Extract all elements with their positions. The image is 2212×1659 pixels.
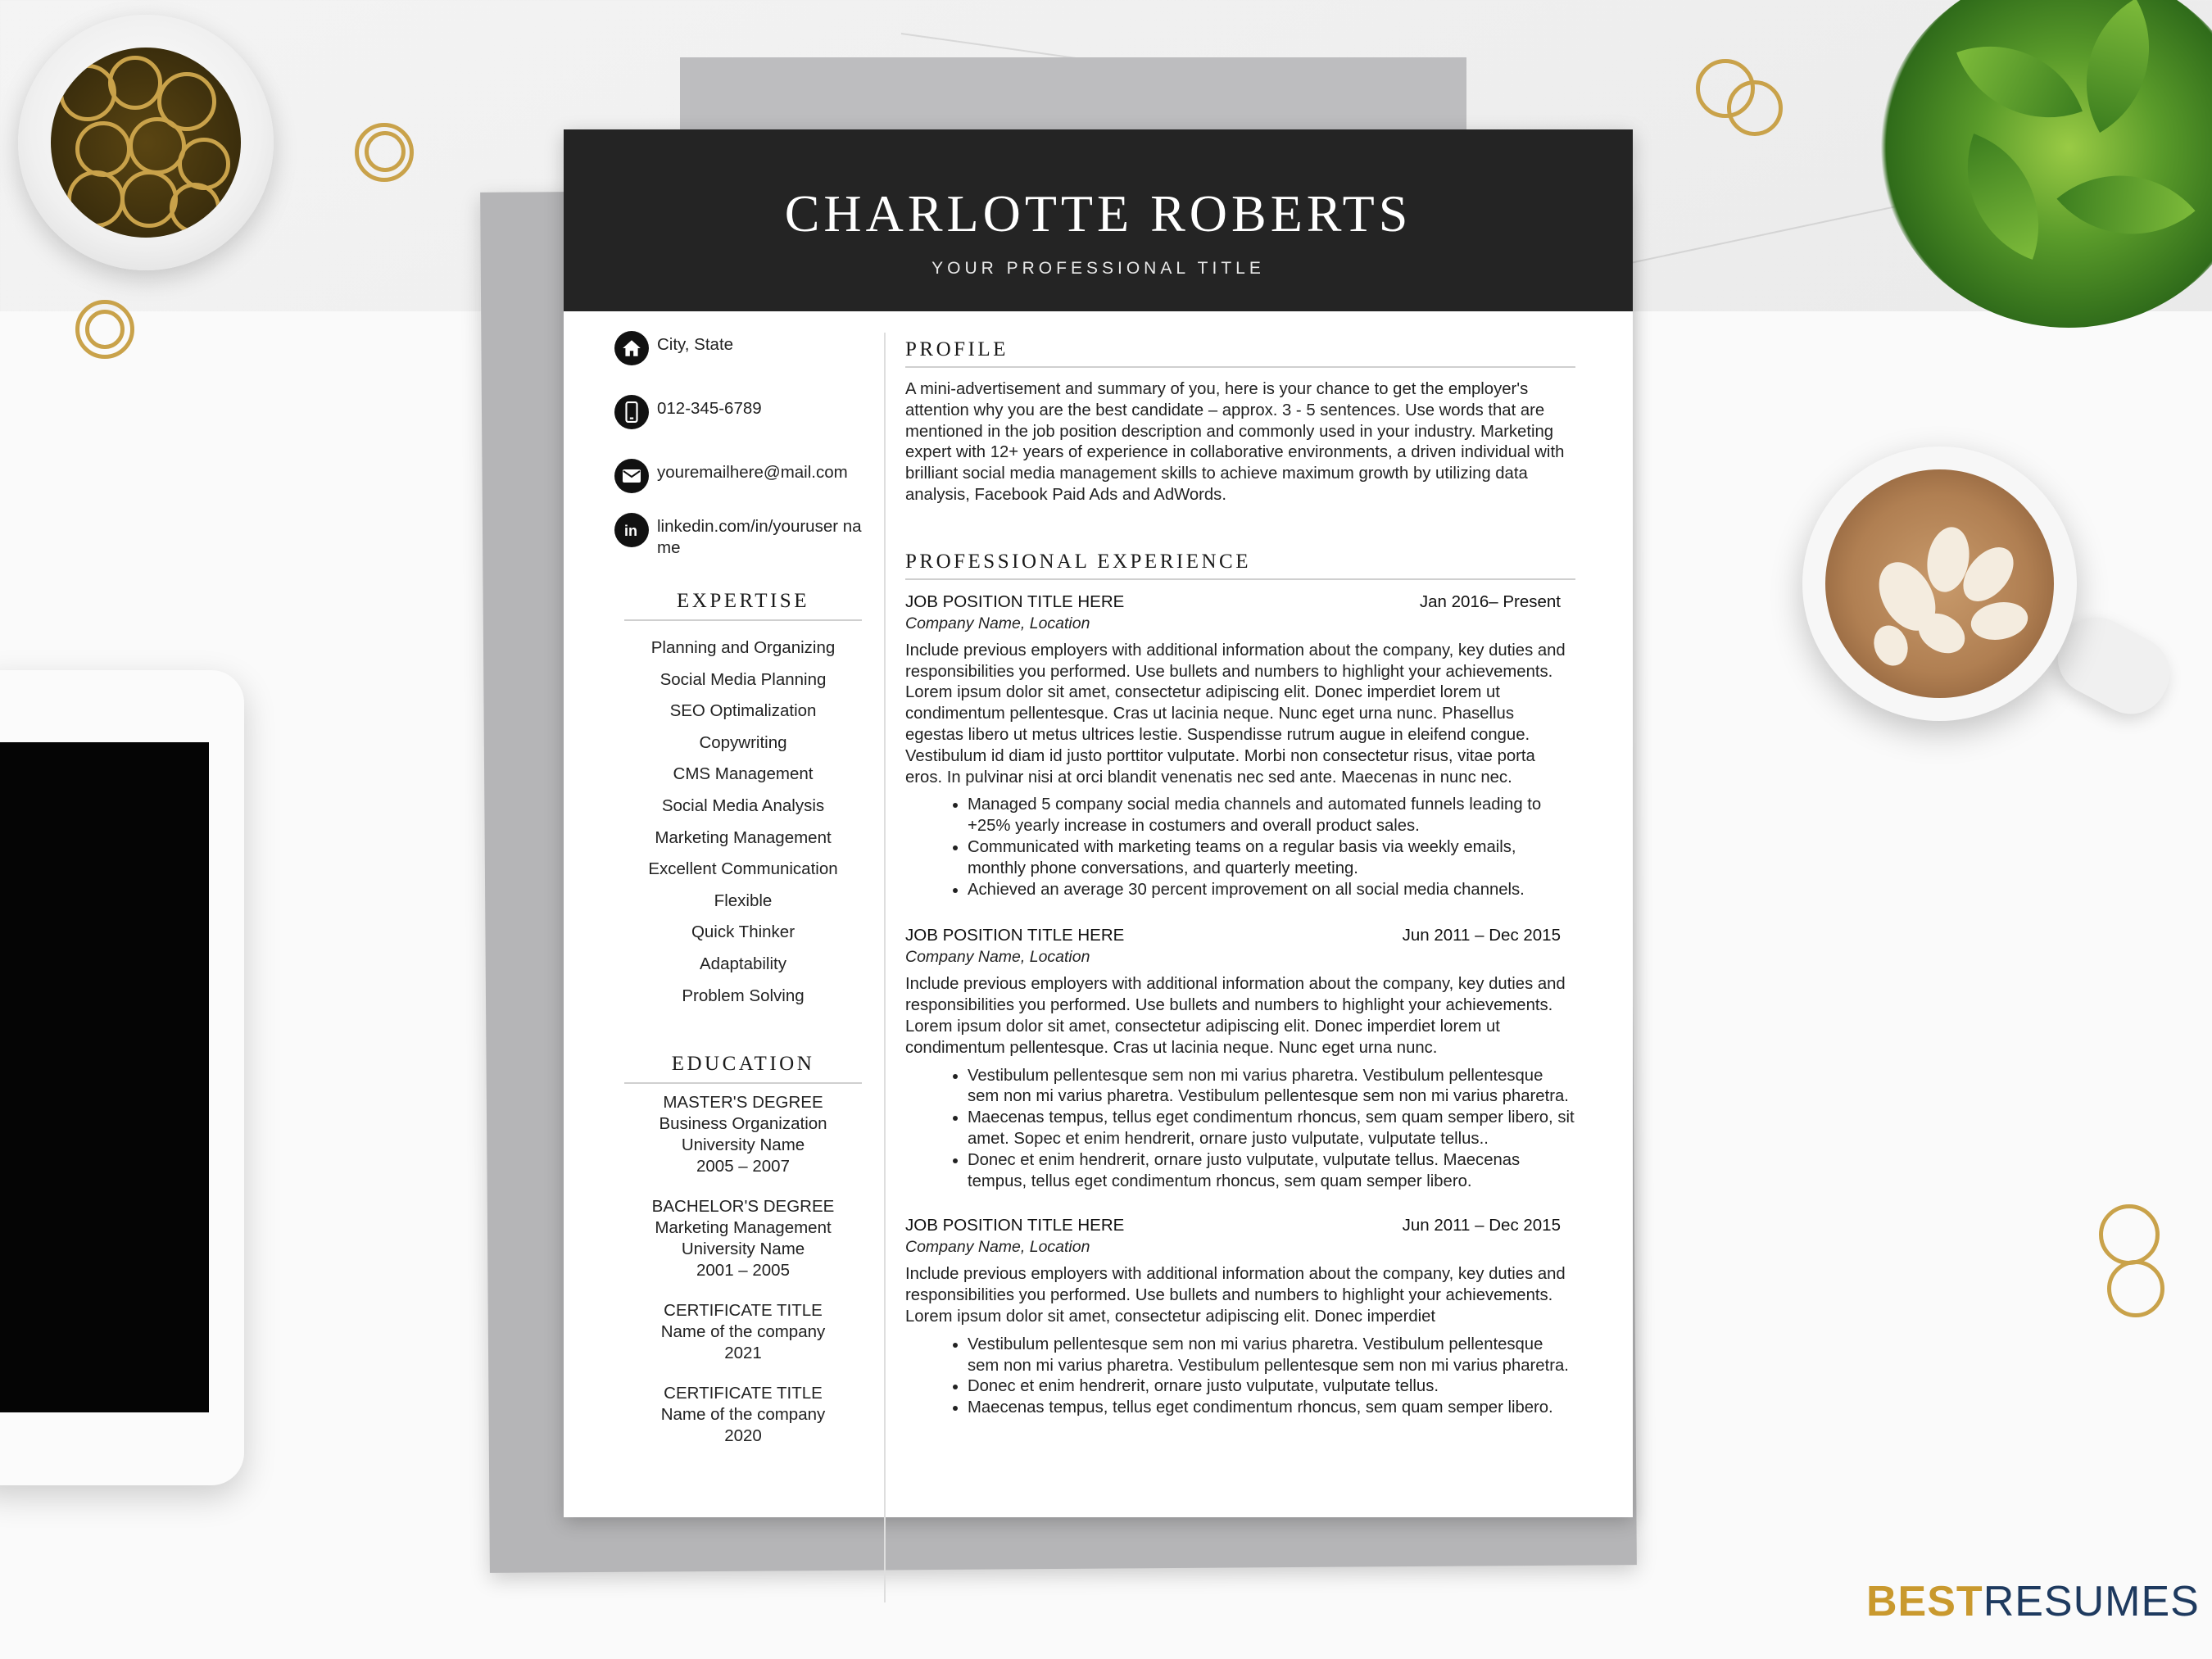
job-bullet: • Donec et enim hendrerit, ornare justo vulputate, vulputate tellus. <box>968 1376 1575 1398</box>
contact-linkedin-text[interactable]: linkedin.com/in/youruser name <box>657 517 862 557</box>
right-column <box>905 338 1575 1419</box>
expertise-item: Marketing Management <box>655 827 832 847</box>
resume-header-banner <box>564 129 1633 311</box>
paperclip-bowl <box>18 15 274 270</box>
job-entry <box>905 1215 1575 1419</box>
date-range: 2001 – 2005 <box>696 1261 790 1281</box>
certificate-entry <box>624 1300 862 1364</box>
job-bullets <box>905 795 1575 900</box>
degree-title: BACHELOR'S DEGREE <box>651 1197 835 1217</box>
paperclip <box>1727 80 1783 136</box>
expertise-item: Social Media Analysis <box>661 796 825 815</box>
certificate-year: 2020 <box>724 1426 762 1446</box>
education-list <box>624 1092 862 1447</box>
job-bullet: • Managed 5 company social media channels and automated funnels leading to +25% yearly increase in costumers and overall product sales. <box>968 795 1575 837</box>
bestresumes-logo: BESTRESUMES <box>1866 1578 2200 1625</box>
job-bullet: • Donec et enim hendrerit, ornare justo vulputate, vulputate tellus. Maecenas tempus, tellus eget condimentum rhoncus, sem quam semper libero. <box>968 1150 1575 1193</box>
date-range: 2005 – 2007 <box>696 1157 790 1176</box>
job-entry <box>905 925 1575 1192</box>
left-column <box>614 334 877 1466</box>
paperclip <box>365 131 406 172</box>
field-of-study: Business Organization <box>659 1114 827 1134</box>
svg-text:in: in <box>624 523 637 539</box>
profile-heading: PROFILE <box>905 338 1575 368</box>
experience-heading: PROFESSIONAL EXPERIENCE <box>905 551 1575 580</box>
job-entry <box>905 592 1575 901</box>
resume-page <box>564 129 1633 1517</box>
candidate-name: CHARLOTTE ROBERTS <box>784 184 1412 243</box>
email-icon <box>614 459 649 493</box>
paperclip <box>2099 1204 2160 1265</box>
home-icon <box>614 331 649 365</box>
profile-summary: A mini-advertisement and summary of you, here is your chance to get the employer's attention why you are the best candidate – approx. 3 - 5 sentences. Use words that are mentioned in the job position description and commonly used in your industry. Marketing expert with 12+ years of experience in collaborative environments, a driven individual with brilliant social media management skills to achieve maximum growth by utilizing data analysis, Facebook Paid Ads and AdWords. <box>905 380 1565 504</box>
job-company: Company Name, Location <box>905 1238 1090 1257</box>
contact-location-text: City, State <box>657 335 734 354</box>
job-description: Include previous employers with additional information about the company, key duties and responsibilities you performed. Use bullets and numbers to highlight your achievements. Lorem ipsum dolor sit amet, consectetur adipiscing elit. Donec imperdiet <box>905 1265 1566 1326</box>
institution: University Name <box>681 1240 805 1259</box>
job-company: Company Name, Location <box>905 948 1090 967</box>
job-dates: Jun 2011 – Dec 2015 <box>1402 1216 1561 1235</box>
institution: University Name <box>681 1135 805 1155</box>
expertise-item: Excellent Communication <box>648 859 838 879</box>
expertise-item: Problem Solving <box>682 986 805 1005</box>
expertise-heading: EXPERTISE <box>624 590 862 621</box>
contact-email-text[interactable]: youremailhere@mail.com <box>657 463 848 482</box>
professional-title: YOUR PROFESSIONAL TITLE <box>931 259 1265 278</box>
job-description: Include previous employers with additional information about the company, key duties and responsibilities you performed. Use bullets and numbers to highlight your achievements. Lorem ipsum dolor sit amet, consectetur adipiscing elit. Donec imperdiet lorem ut condimentum pellentesque. Cras ut lacinia neque. Nunc eget urna nunc. Phasellus egestas libero ut metus ultrices lestie. Suspendisse rutrum augue in eleifend congue. Vestibulum id diam id justo porttitor vulputate. Morbi non consectetur risus, vitae porta eros. In pulvinar nisi at orci blandit venenatis nec sed ante. Maecenas in nunc nec. <box>905 641 1566 786</box>
contact-location <box>614 334 877 365</box>
job-title: JOB POSITION TITLE HERE <box>905 926 1125 945</box>
contact-email <box>614 462 877 493</box>
job-bullet: • Vestibulum pellentesque sem non mi varius pharetra. Vestibulum pellentesque sem non mi varius pharetra. Vestibulum pellentesque sem non mi varius pharetra. <box>968 1066 1575 1108</box>
job-description: Include previous employers with additional information about the company, key duties and responsibilities you performed. Use bullets and numbers to highlight your achievements. Lorem ipsum dolor sit amet, consectetur adipiscing elit. Donec imperdiet lorem ut condimentum pellentesque. Cras ut lacinia neque. Nunc eget urna nunc. <box>905 975 1566 1057</box>
certificate-title: CERTIFICATE TITLE <box>664 1384 823 1403</box>
contact-linkedin <box>614 516 877 559</box>
job-bullet: • Communicated with marketing teams on a regular basis via weekly emails, monthly phone conversations, and quarterly meeting. <box>968 837 1575 880</box>
certificate-issuer: Name of the company <box>660 1322 826 1342</box>
expertise-item: CMS Management <box>673 764 814 784</box>
field-of-study: Marketing Management <box>655 1218 832 1238</box>
contact-phone-text: 012-345-6789 <box>657 399 762 418</box>
tablet-screen <box>0 742 209 1412</box>
education-entry <box>624 1196 862 1281</box>
job-bullet: • Maecenas tempus, tellus eget condimentum rhoncus, sem quam semper libero. <box>968 1398 1575 1419</box>
job-bullets <box>905 1335 1575 1419</box>
job-bullet: • Maecenas tempus, tellus eget condimentum rhoncus, sem quam semper libero, sit amet. Sopec et enim hendrerit, ornare justo vulputate, vulputate tellus.. <box>968 1108 1575 1150</box>
succulent-plant <box>1880 0 2212 328</box>
column-divider <box>884 333 886 1602</box>
linkedin-icon <box>614 513 649 547</box>
job-dates: Jan 2016– Present <box>1419 592 1561 611</box>
degree-title: MASTER'S DEGREE <box>663 1093 823 1113</box>
education-heading: EDUCATION <box>624 1053 862 1084</box>
contact-phone <box>614 398 877 429</box>
certificate-entry <box>624 1383 862 1447</box>
expertise-item: Copywriting <box>699 732 787 752</box>
job-title: JOB POSITION TITLE HERE <box>905 592 1125 611</box>
latte-art <box>1825 469 2054 698</box>
gold-paperclips <box>51 48 241 238</box>
expertise-item: Flexible <box>714 891 773 910</box>
paperclip <box>85 310 125 349</box>
expertise-item: Planning and Organizing <box>650 638 836 657</box>
certificate-issuer: Name of the company <box>660 1405 826 1425</box>
job-bullet: • Achieved an average 30 percent improvement on all social media channels. <box>968 880 1575 901</box>
job-title: JOB POSITION TITLE HERE <box>905 1216 1125 1235</box>
job-bullets <box>905 1066 1575 1193</box>
job-dates: Jun 2011 – Dec 2015 <box>1402 926 1561 945</box>
coffee-cup <box>1802 446 2077 721</box>
expertise-list <box>624 632 862 1012</box>
expertise-item: SEO Optimalization <box>669 701 817 721</box>
paperclip <box>2107 1260 2164 1317</box>
expertise-item: Quick Thinker <box>691 922 796 942</box>
expertise-item: Adaptability <box>700 954 786 973</box>
tablet-device <box>0 670 244 1485</box>
certificate-title: CERTIFICATE TITLE <box>664 1301 823 1321</box>
certificate-year: 2021 <box>724 1344 762 1363</box>
education-entry <box>624 1092 862 1177</box>
phone-icon <box>614 395 649 429</box>
job-bullet: • Vestibulum pellentesque sem non mi varius pharetra. Vestibulum pellentesque sem non mi varius pharetra. Vestibulum pellentesque sem non mi varius pharetra. <box>968 1335 1575 1377</box>
job-company: Company Name, Location <box>905 614 1090 632</box>
expertise-item: Social Media Planning <box>660 669 827 689</box>
